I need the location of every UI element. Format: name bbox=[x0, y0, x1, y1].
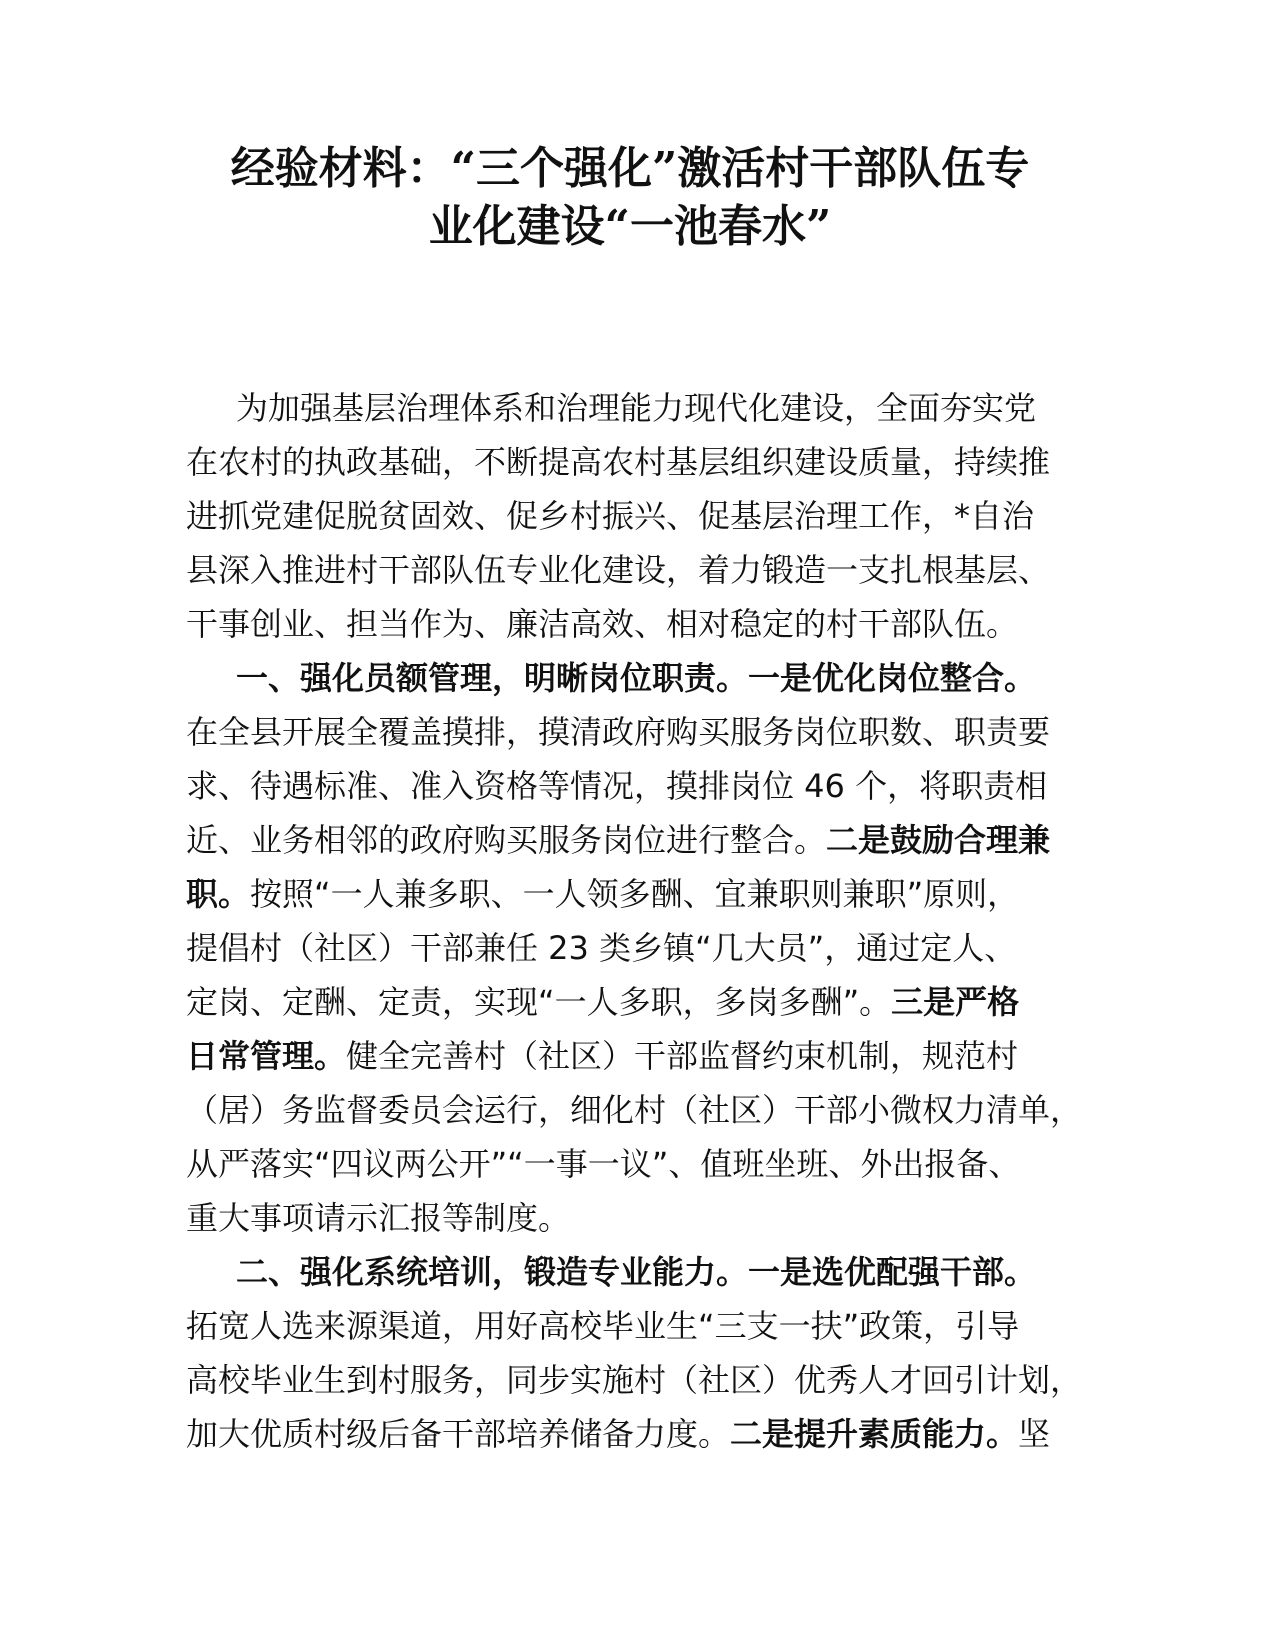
text-segment: 干事创业、担当作为、廉洁高效、相对稳定的村干部队伍。 bbox=[186, 605, 1019, 643]
text-segment: 健全完善村（社区）干部监督约束机制，规范村 bbox=[346, 1037, 1019, 1075]
body-line bbox=[186, 759, 1091, 813]
document-body bbox=[186, 381, 1091, 1461]
body-line bbox=[186, 597, 1091, 651]
text-segment: 在农村的执政基础，不断提高农村基层组织建设质量，持续推 bbox=[186, 443, 1051, 481]
bold-text-segment: 二是提升素质能力。 bbox=[730, 1415, 1019, 1453]
document-title bbox=[150, 140, 1110, 256]
text-segment: 为加强基层治理体系和治理能力现代化建设，全面夯实党 bbox=[236, 389, 1037, 427]
bold-text-segment: 二、强化系统培训，锻造专业能力。一是选优配强干部。 bbox=[236, 1253, 1037, 1291]
body-line bbox=[186, 543, 1091, 597]
body-line bbox=[186, 1137, 1091, 1191]
bold-text-segment: 三是严格 bbox=[891, 983, 1020, 1021]
text-segment: 从严落实“四议两公开”“一事一议”、值班坐班、外出报备、 bbox=[186, 1145, 1021, 1183]
title-line-2: 业化建设“一池春水” bbox=[428, 201, 832, 252]
text-segment: 按照“一人兼多职、一人领多酬、宜兼职则兼职”原则， bbox=[250, 875, 1020, 913]
title-line-1: 经验材料：“三个强化”激活村干部队伍专 bbox=[230, 143, 1030, 194]
text-segment: 加大优质村级后备干部培养储备力度。 bbox=[186, 1415, 731, 1453]
body-line bbox=[186, 435, 1091, 489]
text-segment: 进抓党建促脱贫固效、促乡村振兴、促基层治理工作，*自治 bbox=[186, 497, 1035, 535]
bold-text-segment: 一、强化员额管理，明晰岗位职责。一是优化岗位整合。 bbox=[236, 659, 1037, 697]
text-segment: 拓宽人选来源渠道，用好高校毕业生“三支一扶”政策，引导 bbox=[186, 1307, 1020, 1345]
body-line bbox=[186, 813, 1091, 867]
text-segment: 近、业务相邻的政府购买服务岗位进行整合。 bbox=[186, 821, 827, 859]
text-segment: 县深入推进村干部队伍专业化建设，着力锻造一支扎根基层、 bbox=[186, 551, 1051, 589]
text-segment: 定岗、定酬、定责，实现“一人多职，多岗多酬”。 bbox=[186, 983, 892, 1021]
text-segment: 求、待遇标准、准入资格等情况，摸排岗位 46 个，将职责相 bbox=[186, 767, 1048, 805]
body-line bbox=[186, 1191, 1091, 1245]
text-segment: 高校毕业生到村服务，同步实施村（社区）优秀人才回引计划， bbox=[186, 1361, 1083, 1399]
body-line bbox=[186, 1299, 1091, 1353]
body-line bbox=[186, 1407, 1091, 1461]
body-line bbox=[186, 705, 1091, 759]
text-segment: 提倡村（社区）干部兼任 23 类乡镇“几大员”，通过定人、 bbox=[186, 929, 1017, 967]
body-line bbox=[186, 921, 1091, 975]
body-line bbox=[186, 975, 1091, 1029]
body-line bbox=[186, 867, 1091, 921]
bold-text-segment: 二是鼓励合理兼 bbox=[826, 821, 1051, 859]
bold-text-segment: 日常管理。 bbox=[186, 1037, 347, 1075]
text-segment: 在全县开展全覆盖摸排，摸清政府购买服务岗位职数、职责要 bbox=[186, 713, 1051, 751]
text-segment: 坚 bbox=[1018, 1415, 1051, 1453]
body-line bbox=[186, 381, 1091, 435]
text-segment: （居）务监督委员会运行，细化村（社区）干部小微权力清单， bbox=[186, 1091, 1083, 1129]
body-line bbox=[186, 1029, 1091, 1083]
body-line bbox=[186, 651, 1091, 705]
body-line bbox=[186, 1083, 1091, 1137]
text-segment: 重大事项请示汇报等制度。 bbox=[186, 1199, 571, 1237]
bold-text-segment: 职。 bbox=[186, 875, 251, 913]
body-line bbox=[186, 489, 1091, 543]
body-line bbox=[186, 1353, 1091, 1407]
body-line bbox=[186, 1245, 1091, 1299]
